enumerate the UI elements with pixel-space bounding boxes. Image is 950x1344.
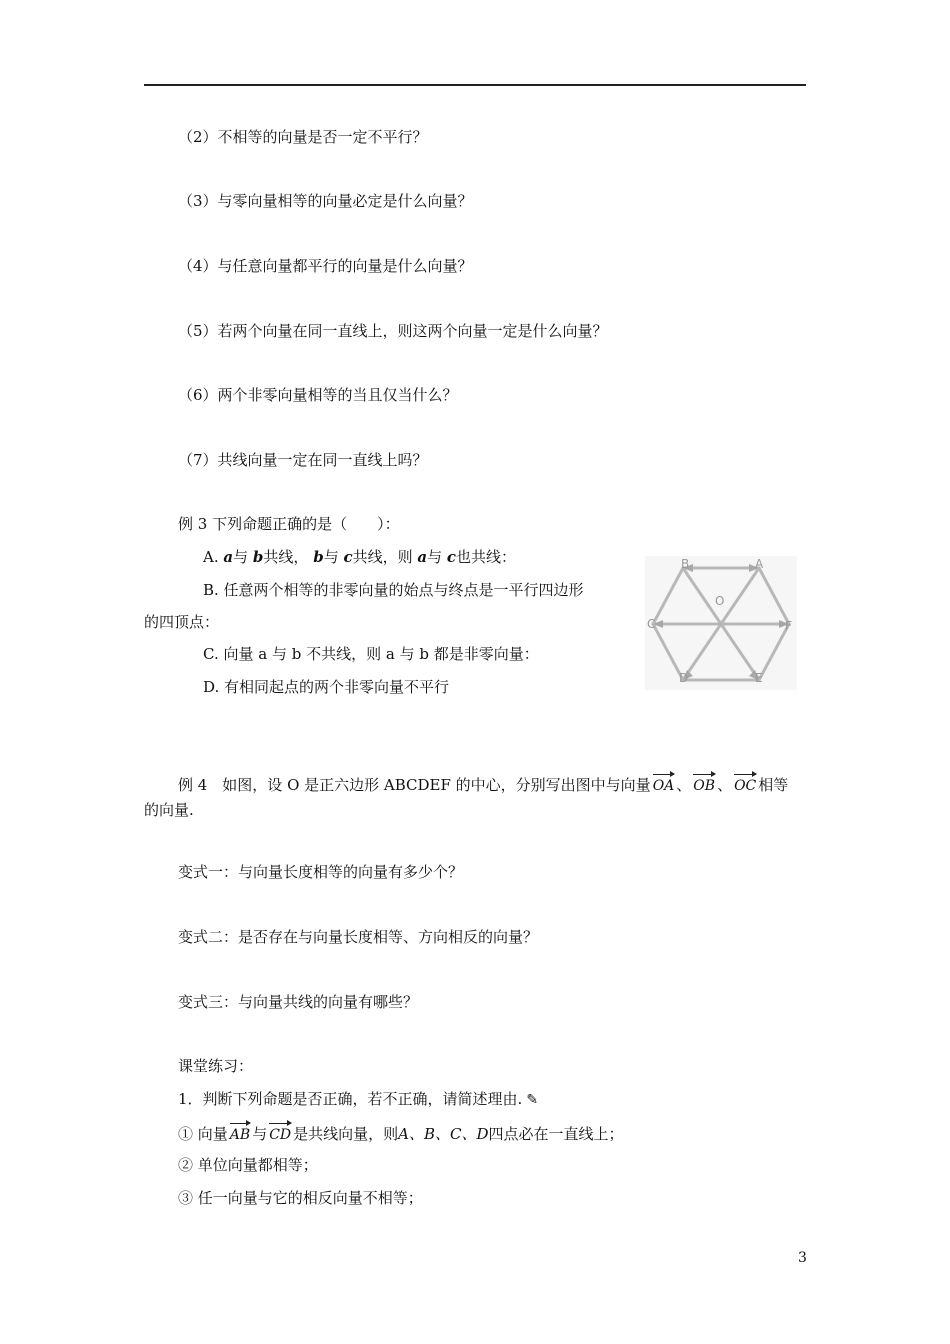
question-7: （7）共线向量一定在同一直线上吗？ bbox=[178, 451, 428, 469]
label-f: F bbox=[785, 619, 792, 633]
label-c: C bbox=[647, 617, 656, 631]
practice-item-1: 1．判断下列命题是否正确，若不正确，请简述理由. ✎ bbox=[178, 1090, 539, 1108]
question-6: （6）两个非零向量相等的当且仅当什么？ bbox=[178, 386, 458, 404]
question-5: （5）若两个向量在同一直线上，则这两个向量一定是什么向量？ bbox=[178, 322, 608, 340]
practice-sub-3: ③ 任一向量与它的相反向量不相等； bbox=[178, 1189, 423, 1207]
question-3: （3）与零向量相等的向量必定是什么向量？ bbox=[178, 192, 473, 210]
decorative-mark-icon: ✎ bbox=[526, 1092, 539, 1108]
question-2: （2）不相等的向量是否一定不平行？ bbox=[178, 128, 428, 146]
example3-title: 例 3 下列命题正确的是（ ）： bbox=[178, 515, 400, 533]
example3-option-b-cont: 的四顶点： bbox=[144, 613, 220, 631]
vector-oa: OA bbox=[653, 773, 675, 796]
label-d: D bbox=[679, 671, 689, 685]
label-e: E bbox=[755, 671, 763, 685]
variant-3: 变式三：与向量共线的向量有哪些？ bbox=[178, 993, 419, 1011]
label-o: O bbox=[715, 594, 725, 608]
question-4: （4）与任意向量都平行的向量是什么向量？ bbox=[178, 257, 473, 275]
example3-option-c: C. 向量 a 与 b 不共线，则 a 与 b 都是非零向量： bbox=[203, 645, 539, 663]
header-rule bbox=[144, 84, 806, 86]
example4-line2: 的向量. bbox=[144, 801, 194, 819]
vector-cd: CD bbox=[269, 1122, 291, 1145]
hexagon-diagram bbox=[645, 556, 797, 690]
example3-option-b: B. 任意两个相等的非零向量的始点与终点是一平行四边形 bbox=[203, 581, 584, 599]
practice-title: 课堂练习： bbox=[178, 1057, 254, 1075]
hexagon-figure bbox=[645, 556, 797, 690]
example4-line1: 例 4 如图，设 O 是正六边形 ABCDEF 的中心，分别写出图中与向量 OA 、 OB 、 OC 相等 bbox=[178, 773, 788, 796]
practice-sub-2: ② 单位向量都相等； bbox=[178, 1156, 318, 1174]
practice-sub-1: ① 向量 AB 与 CD 是共线向量，则A、B、C、D四点必在一直线上； bbox=[178, 1122, 624, 1145]
label-b: B bbox=[681, 557, 690, 571]
vector-oc: OC bbox=[734, 773, 756, 796]
variant-2: 变式二：是否存在与向量长度相等、方向相反的向量？ bbox=[178, 928, 539, 946]
example3-option-d: D. 有相同起点的两个非零向量不平行 bbox=[203, 678, 450, 696]
label-a: A bbox=[755, 557, 764, 571]
vector-ob: OB bbox=[693, 773, 715, 796]
example3-option-a: A. a与 b共线， b与 c共线，则 a与 c也共线： bbox=[203, 548, 517, 566]
vector-ab: AB bbox=[230, 1122, 250, 1145]
page-number: 3 bbox=[798, 1250, 807, 1266]
variant-1: 变式一：与向量长度相等的向量有多少个？ bbox=[178, 863, 464, 881]
